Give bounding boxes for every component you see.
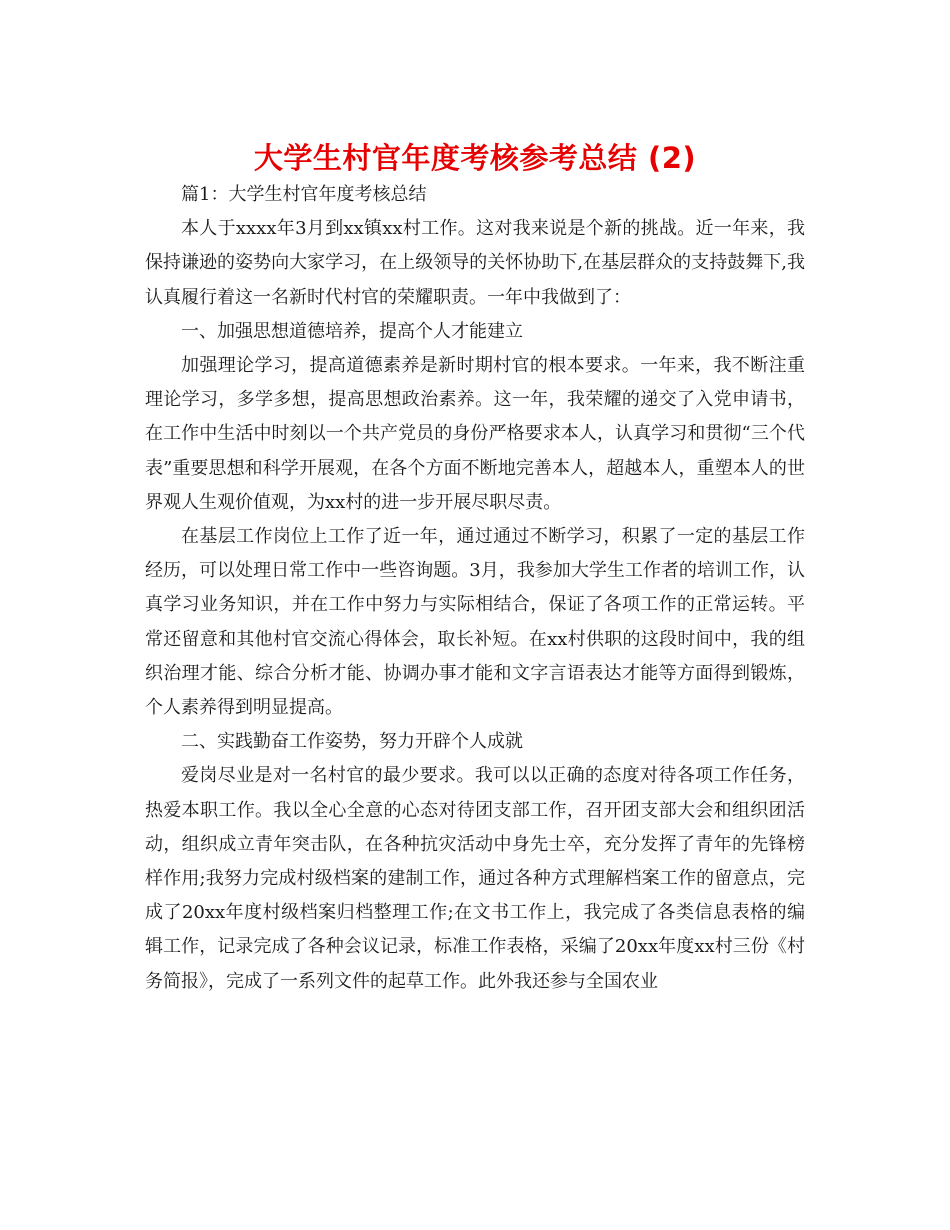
paragraph-theory-study: 加强理论学习，提高道德素养是新时期村官的根本要求。一年来，我不断注重理论学习，多学多想，提高思想政治素养。这一年，我荣耀的递交了入党申请书，在工作中生活中时刻以一个共产党员的身份严格要求本人，认真学习和贯彻“三个代表”重要思想和科学开展观，在各个方面不断地完善本人，超越本人，重塑本人的世界观人生观价值观，为xx村的进一步开展尽职尽责。 [145, 355, 805, 513]
paragraph-grassroots-work: 在基层工作岗位上工作了近一年，通过通过不断学习，积累了一定的基层工作经历，可以处理日常工作中一些咨询题。3月，我参加大学生工作者的培训工作，认真学习业务知识，并在工作中努力与实际相结合，保证了各项工作的正常运转。平常还留意和其他村官交流心得体会，取长补短。在xx村供职的这段时间中，我的组织治理才能、综合分析才能、协调办事才能和文字言语表达才能等方面得到锻炼，个人素养得到明显提高。 [145, 526, 805, 719]
paragraph-intro: 本人于xxxx年3月到xx镇xx村工作。这对我来说是个新的挑战。近一年来，我保持谦逊的姿势向大家学习，在上级领导的关怀协助下,在基层群众的支持鼓舞下,我认真履行着这一名新时代村官的荣耀职责。一年中我做到了： [145, 218, 805, 308]
document-body [145, 178, 805, 999]
section-heading-2: 二、实践勤奋工作姿势，努力开辟个人成就 [181, 731, 523, 753]
section-heading-1: 一、加强思想道德培养，提高个人才能建立 [181, 320, 523, 342]
document-title: 大学生村官年度考核参考总结 (2) [253, 141, 697, 175]
paragraph-dedication: 爱岗尽业是对一名村官的最少要求。我可以以正确的态度对待各项工作任务，热爱本职工作。我以全心全意的心态对待团支部工作，召开团支部大会和组织团活动，组织成立青年突击队，在各种抗灾活动中身先士卒，充分发挥了青年的先锋榜样作用;我努力完成村级档案的建制工作，通过各种方式理解档案工作的留意点，完成了20xx年度村级档案归档整理工作;在文书工作上，我完成了各类信息表格的编辑工作，记录完成了各种会议记录，标准工作表格，采编了20xx年度xx村三份《村务简报》，完成了一系列文件的起草工作。此外我还参与全国农业 [145, 765, 805, 992]
article-label: 篇1：大学生村官年度考核总结 [181, 184, 427, 205]
